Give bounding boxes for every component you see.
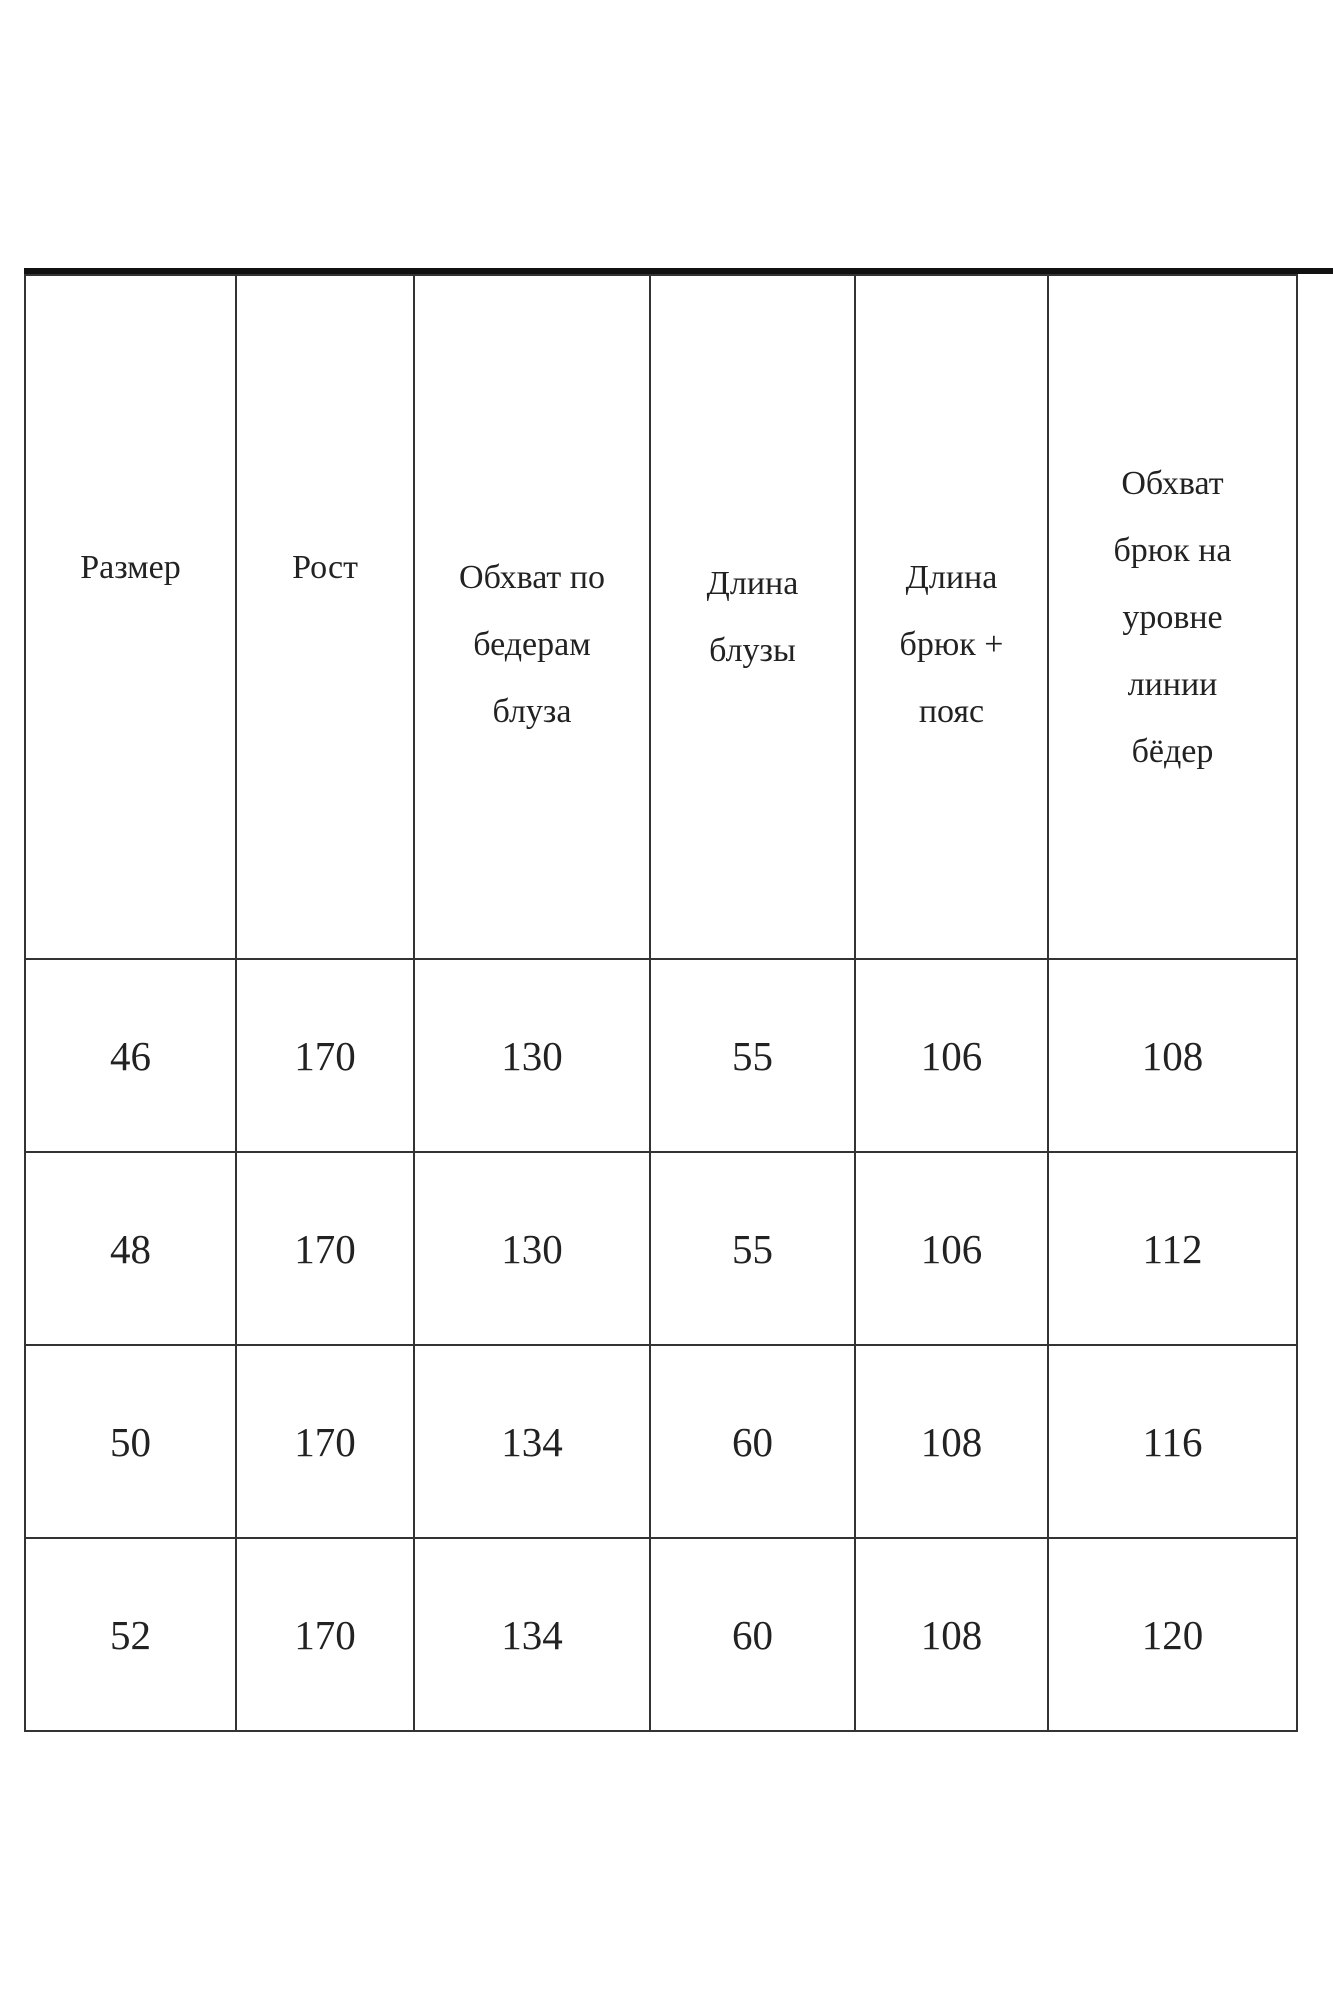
- cell-trousers-length: 108: [855, 1538, 1048, 1731]
- cell-hip-blouse: 130: [414, 959, 650, 1152]
- cell-size: 46: [25, 959, 236, 1152]
- cell-trousers-hip: 120: [1048, 1538, 1297, 1731]
- cell-height: 170: [236, 1538, 414, 1731]
- cell-blouse-length: 55: [650, 1152, 855, 1345]
- header-trousers-hip: Обхват брюк на уровне линии бёдер: [1048, 275, 1297, 959]
- header-size: Размер: [25, 275, 236, 959]
- cell-hip-blouse: 130: [414, 1152, 650, 1345]
- cell-trousers-length: 106: [855, 1152, 1048, 1345]
- header-height: Рост: [236, 275, 414, 959]
- header-blouse-length: Длина блузы: [650, 275, 855, 959]
- header-hip-blouse: Обхват по бедерам блуза: [414, 275, 650, 959]
- cell-hip-blouse: 134: [414, 1538, 650, 1731]
- header-row: [25, 275, 1297, 959]
- cell-trousers-hip: 116: [1048, 1345, 1297, 1538]
- cell-blouse-length: 60: [650, 1345, 855, 1538]
- cell-trousers-length: 106: [855, 959, 1048, 1152]
- table-row: [25, 1152, 1297, 1345]
- cell-trousers-length: 108: [855, 1345, 1048, 1538]
- table-row: [25, 1345, 1297, 1538]
- size-chart-table: [24, 274, 1298, 1732]
- cell-height: 170: [236, 1345, 414, 1538]
- cell-size: 52: [25, 1538, 236, 1731]
- cell-hip-blouse: 134: [414, 1345, 650, 1538]
- table-row: [25, 959, 1297, 1152]
- table-row: [25, 1538, 1297, 1731]
- header-trousers-length: Длина брюк + пояс: [855, 275, 1048, 959]
- cell-size: 50: [25, 1345, 236, 1538]
- cell-trousers-hip: 108: [1048, 959, 1297, 1152]
- cell-size: 48: [25, 1152, 236, 1345]
- cell-trousers-hip: 112: [1048, 1152, 1297, 1345]
- cell-blouse-length: 60: [650, 1538, 855, 1731]
- cell-blouse-length: 55: [650, 959, 855, 1152]
- cell-height: 170: [236, 1152, 414, 1345]
- cell-height: 170: [236, 959, 414, 1152]
